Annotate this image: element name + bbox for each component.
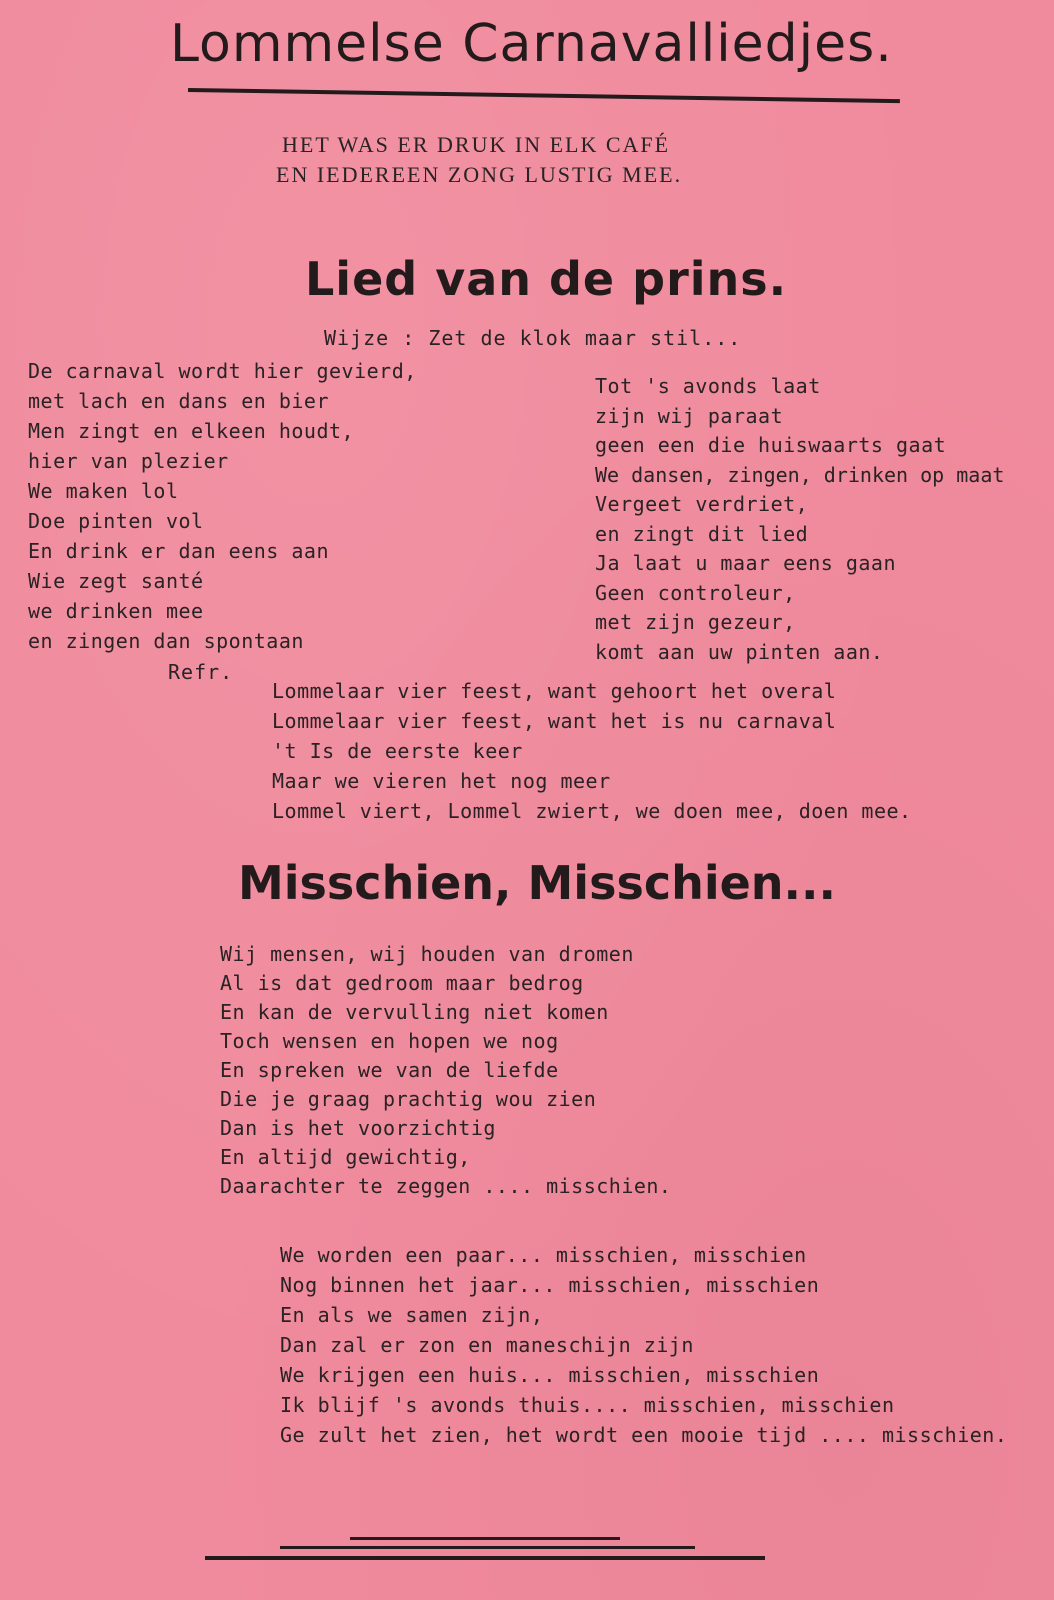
lyric-line: Lommelaar vier feest, want gehoort het overal	[272, 679, 837, 703]
lyric-line: komt aan uw pinten aan.	[595, 639, 884, 664]
lyric-line: en zingen dan spontaan	[28, 629, 304, 653]
lyric-line: Doe pinten vol	[28, 509, 204, 533]
lyric-line: Wie zegt santé	[28, 569, 204, 593]
lyric-line: Tot 's avonds laat	[595, 374, 821, 398]
title-underline	[188, 88, 900, 103]
refrain-label: Refr.	[168, 660, 234, 684]
lyric-line: En spreken we van de liefde	[220, 1058, 559, 1082]
verse-left-column	[28, 356, 417, 656]
lyric-line: met zijn gezeur,	[595, 610, 796, 634]
stanza-1	[220, 940, 671, 1201]
lyric-line: De carnaval wordt hier gevierd,	[28, 359, 417, 383]
lyric-line: We krijgen een huis... misschien, misschien	[280, 1363, 820, 1387]
closing-rule	[205, 1556, 765, 1560]
lyric-line: Dan zal er zon en maneschijn zijn	[280, 1333, 694, 1357]
song-title-lied-van-de-prins: Lied van de prins.	[305, 252, 788, 306]
lyric-line: We maken lol	[28, 479, 179, 503]
lyric-line: Maar we vieren het nog meer	[272, 769, 611, 793]
lyric-line: Geen controleur,	[595, 580, 796, 605]
lyric-line: met lach en dans en bier	[28, 389, 329, 413]
intro-line: EN IEDEREEN ZONG LUSTIG MEE.	[276, 162, 683, 187]
song-tune: Wijze : Zet de klok maar stil...	[324, 326, 742, 350]
lyric-line: we drinken mee	[28, 599, 204, 623]
lyric-line: zijn wij paraat	[595, 403, 784, 428]
lyric-line: En als we samen zijn,	[280, 1303, 544, 1327]
lyric-line: hier van plezier	[28, 449, 229, 473]
lyric-line: Daarachter te zeggen .... misschien.	[220, 1174, 672, 1198]
lyric-line: Ja laat u maar eens gaan	[595, 551, 896, 575]
closing-rule	[280, 1546, 695, 1549]
lyric-line: Ge zult het zien, het wordt een mooie tijd .... misschien.	[280, 1423, 1008, 1447]
lyric-line: En altijd gewichtig,	[220, 1145, 471, 1169]
closing-rule	[350, 1537, 620, 1540]
lyric-line: We dansen, zingen, drinken op maat	[595, 462, 1005, 487]
lyric-line: Die je graag prachtig wou zien	[220, 1087, 597, 1111]
refrain	[272, 676, 912, 826]
lyric-line: geen een die huiswaarts gaat	[595, 433, 947, 457]
lyric-line: En kan de vervulling niet komen	[220, 1000, 609, 1024]
intro-text	[276, 130, 842, 190]
lyric-line: Dan is het voorzichtig	[220, 1116, 496, 1140]
intro-line: HET WAS ER DRUK IN ELK CAFÉ	[282, 132, 671, 157]
lyric-line: We worden een paar... misschien, misschien	[280, 1243, 807, 1267]
page-title: Lommelse Carnavalliedjes.	[170, 14, 893, 74]
lyric-line: Lommelaar vier feest, want het is nu carnaval	[272, 709, 837, 733]
lyric-line: Wij mensen, wij houden van dromen	[220, 942, 634, 966]
lyric-line: en zingt dit lied	[595, 521, 809, 546]
song-title-misschien: Misschien, Misschien...	[238, 856, 836, 910]
verse-right-column	[595, 372, 1004, 667]
lyric-line: Ik blijf 's avonds thuis.... misschien, misschien	[280, 1393, 895, 1417]
stanza-2	[280, 1240, 1007, 1450]
lyric-line: Nog binnen het jaar... misschien, misschien	[280, 1273, 820, 1297]
lyric-line: Vergeet verdriet,	[595, 492, 809, 516]
lyric-line: En drink er dan eens aan	[28, 539, 329, 563]
lyric-line: Toch wensen en hopen we nog	[220, 1029, 559, 1053]
lyric-line: Al is dat gedroom maar bedrog	[220, 971, 584, 995]
lyric-line: Lommel viert, Lommel zwiert, we doen mee, doen mee.	[272, 799, 912, 823]
lyric-line: 't Is de eerste keer	[272, 739, 523, 763]
lyric-line: Men zingt en elkeen houdt,	[28, 419, 355, 443]
